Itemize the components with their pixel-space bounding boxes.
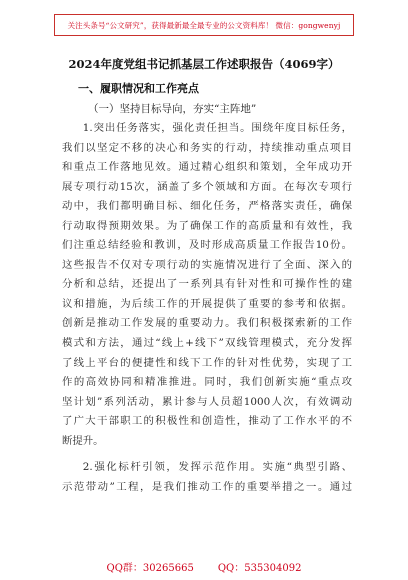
body-text xyxy=(62,119,352,497)
paragraph-line: 断提升。 xyxy=(62,434,104,447)
paragraph-line: 1.突出任务落实，强化责任担当。围绕年度目标任务， xyxy=(82,122,352,134)
paragraph-line: 和重点工作落地见效。通过精心组织和策划，全年成功开 xyxy=(62,161,352,174)
paragraph-line: 了广大干部职工的积极性和创造性，推动了工作水平的不 xyxy=(62,415,352,428)
promo-banner-text: 关注头条号“公文研究”，获得最新最全最专业的公文资料库！ 微信：gongwenyj xyxy=(67,20,341,30)
document-title: 2024年度党组书记抓基层工作述职报告（4069字） xyxy=(68,57,340,71)
paragraph-line: 行动取得预期效果。为了确保工作的高质量和有效性，我 xyxy=(62,219,352,232)
qq-number-text: QQ：535304092 xyxy=(217,563,302,574)
section-heading: 一、履职情况和工作亮点 xyxy=(78,82,199,95)
promo-banner xyxy=(54,14,354,36)
paragraph-line: 分析和总结，还提出了一系列具有针对性和可操作性的建 xyxy=(62,278,352,291)
paragraph-line: 创新是推动工作发展的重要动力。我们积极探索新的工作 xyxy=(62,317,352,330)
paragraph-line: 这些报告不仅对专项行动的实施情况进行了全面、深入的 xyxy=(62,258,352,271)
paragraph-line: 作的高效协同和精准推进。同时，我们创新实施“重点攻 xyxy=(62,376,352,389)
qq-group-text: QQ群：30265665 xyxy=(106,563,194,574)
footer-contact xyxy=(0,559,408,574)
paragraph-line: 们注重总结经验和教训，及时形成高质量工作报告10份。 xyxy=(62,239,352,252)
paragraph-line: 示范带动”工程，是我们推动工作的重要举措之一。通过 xyxy=(62,480,352,493)
subsection-heading: （一）坚持目标导向，夯实“主阵地” xyxy=(88,103,257,115)
paragraph-line: 议和措施，为后续工作的开展提供了重要的参考和依据。 xyxy=(62,297,352,310)
paragraph-line: 模式和方法，通过“线上+线下”双线管理模式，充分发挥 xyxy=(62,337,352,350)
paragraph-line: 动中，我们都明确目标、细化任务，严格落实责任，确保 xyxy=(62,200,352,213)
paragraph-line: 我们以坚定不移的决心和务实的行动，持续推动重点项目 xyxy=(62,141,352,154)
paragraph-line: 坚计划”系列活动，累计参与人员超1000人次，有效调动 xyxy=(62,395,352,408)
paragraph-line: 展专项行动15次，涵盖了多个领域和方面。在每次专项行 xyxy=(62,180,352,193)
paragraph-line: 了线上平台的便捷性和线下工作的针对性优势，实现了工 xyxy=(62,356,352,369)
paragraph-line: 2.强化标杆引领，发挥示范作用。实施“典型引路、 xyxy=(82,461,352,474)
